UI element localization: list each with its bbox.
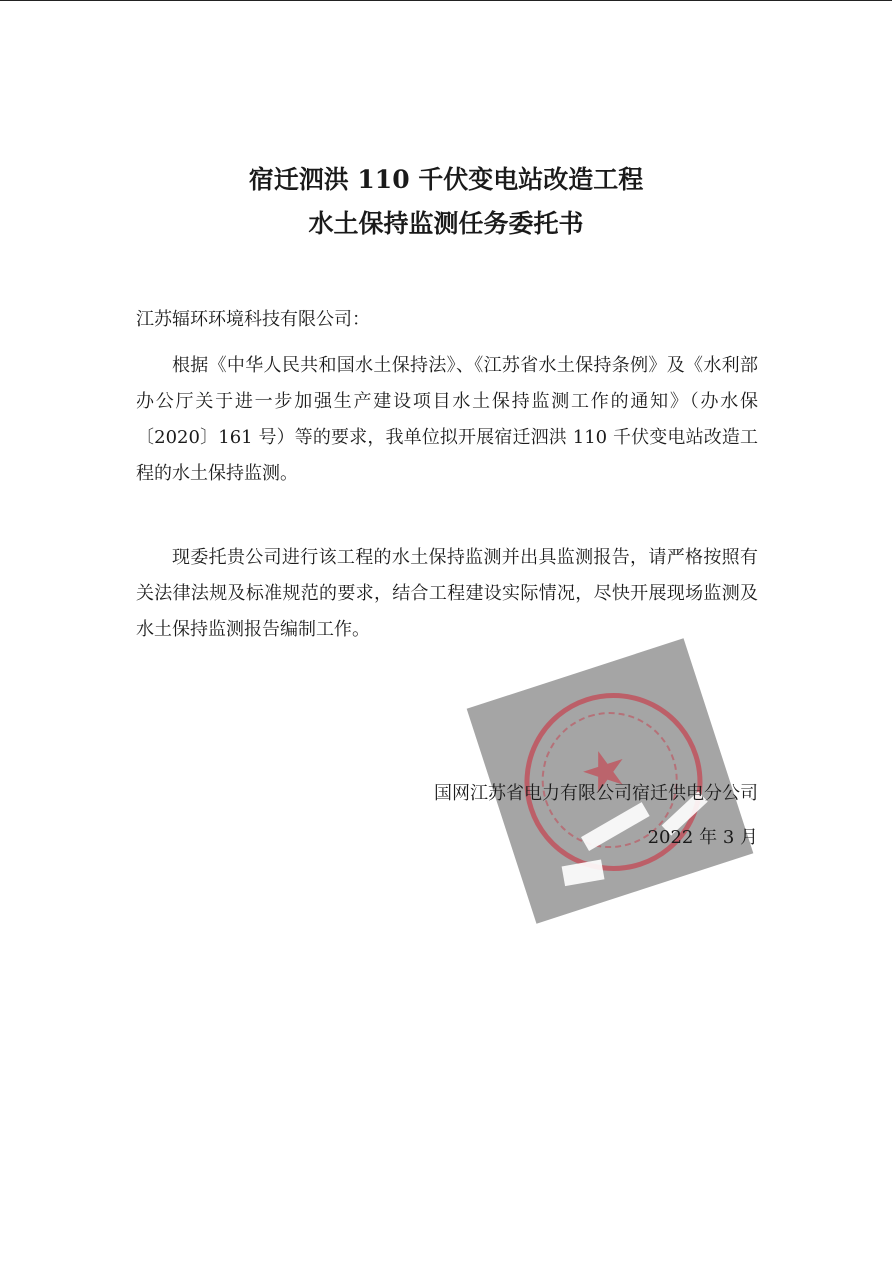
document-title — [0, 158, 892, 246]
title-line-1: 宿迁泗洪 110 千伏变电站改造工程 — [248, 165, 644, 194]
seal-scan-artifact — [562, 859, 605, 886]
signature-organization: 国网江苏省电力有限公司宿迁供电分公司 — [434, 783, 758, 804]
star-icon: ★ — [571, 733, 638, 809]
body-paragraph-2: 现委托贵公司进行该工程的水土保持监测并出具监测报告，请严格按照有关法律法规及标准规范的要求，结合工程建设实际情况，尽快开展现场监测及水土保持监测报告编制工作。 — [136, 547, 758, 640]
signature-block — [434, 772, 758, 860]
body-paragraph-1: 根据《中华人民共和国水土保持法》、《江苏省水土保持条例》及《水利部办公厅关于进一步加强生产建设项目水土保持监测工作的通知》（办水保〔2020〕161 号）等的要求，我单位拟开展宿迁泗洪 110 千伏变电站改造工程的水土保持监测。 — [136, 355, 758, 484]
title-line-2: 水土保持监测任务委托书 — [308, 209, 584, 238]
recipient-line: 江苏辐环环境科技有限公司： — [136, 309, 370, 330]
signature-date: 2022 年 3 月 — [647, 827, 758, 848]
page-top-border — [0, 0, 892, 1]
